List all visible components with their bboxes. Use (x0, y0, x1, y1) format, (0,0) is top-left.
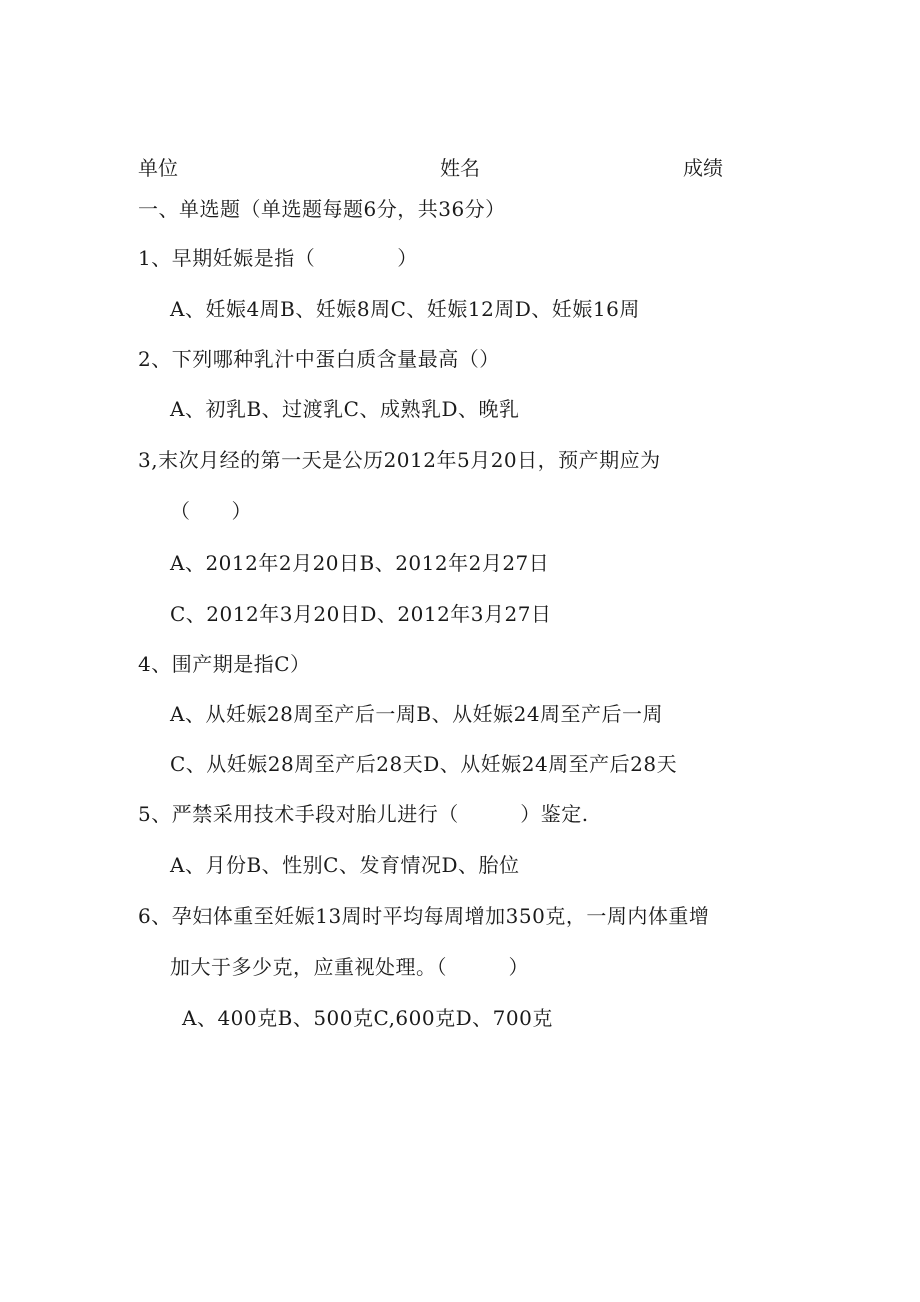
name-label: 姓名 (440, 156, 480, 180)
question-5-stem: 5、严禁采用技术手段对胎儿进行（ ）鉴定. (138, 802, 589, 826)
question-6-options: A、400克B、500克C,600克D、700克 (182, 1006, 553, 1030)
question-3-options-line-1: A、2012年2月20日B、2012年2月27日 (170, 551, 550, 575)
question-2-stem: 2、下列哪种乳汁中蛋白质含量最高（） (138, 347, 500, 371)
score-label: 成绩 (683, 156, 723, 180)
question-4-options-line-1: A、从妊娠28周至产后一周B、从妊娠24周至产后一周 (170, 702, 664, 726)
question-3-options-line-2: C、2012年3月20日D、2012年3月27日 (170, 602, 552, 626)
question-5-options: A、月份B、性别C、发育情况D、胎位 (170, 853, 520, 877)
question-2-options: A、初乳B、过渡乳C、成熟乳D、晚乳 (170, 397, 520, 421)
question-3-stem-continued: （ ） (170, 499, 252, 523)
unit-label: 单位 (138, 156, 178, 180)
question-4-stem: 4、围产期是指C） (138, 652, 311, 676)
question-1-options: A、妊娠4周B、妊娠8周C、妊娠12周D、妊娠16周 (170, 297, 640, 321)
question-3-stem: 3,末次月经的第一天是公历2012年5月20日，预产期应为 (138, 448, 661, 472)
question-6-stem: 6、孕妇体重至妊娠13周时平均每周增加350克，一周内体重增 (138, 904, 710, 928)
question-4-options-line-2: C、从妊娠28周至产后28天D、从妊娠24周至产后28天 (170, 752, 678, 776)
section-title: 一、单选题（单选题每题6分，共36分） (138, 197, 506, 221)
question-1-stem: 1、早期妊娠是指（ ） (138, 246, 418, 270)
question-6-stem-continued: 加大于多少克，应重视处理。（ ） (170, 955, 529, 979)
